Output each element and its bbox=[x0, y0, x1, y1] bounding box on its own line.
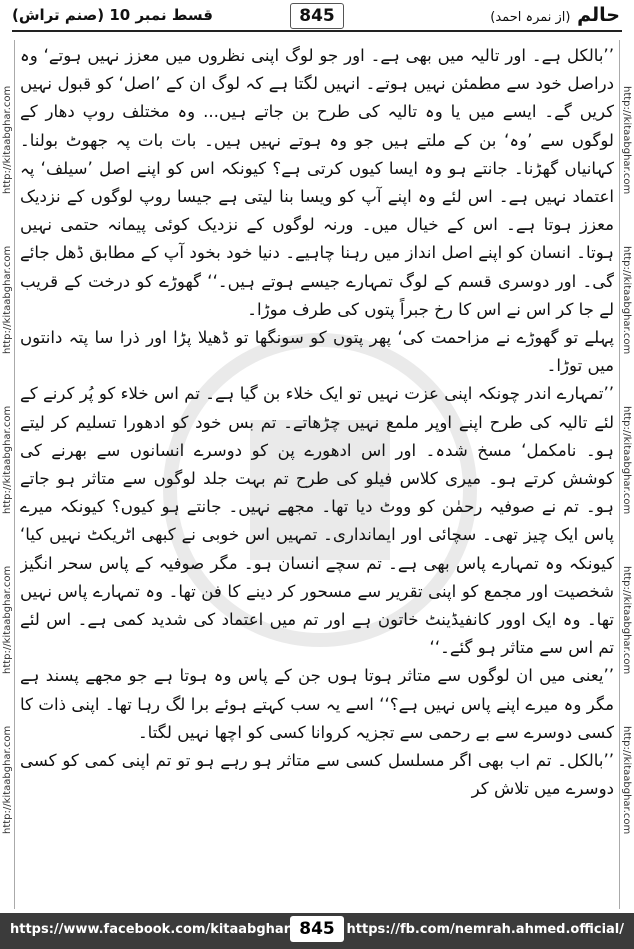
right-margin-url bbox=[621, 60, 632, 860]
story-text bbox=[20, 42, 614, 904]
episode-label bbox=[12, 6, 213, 24]
paragraph: ’’یعنی میں ان لوگوں سے متاثر ہوتا ہوں جن کے پاس وہ ہوتا ہے جو مجھے پسند ہے مگر وہ میرے اپنے پاس نہیں ہے؟‘‘ اسے یہ سب کہتے ہوئے برا لگ رہا تھا۔ اپنی ذات کا کسی دوسرے سے بے رحمی سے تجزیہ کروانا کسی کو اچھا نہیں لگتا۔ bbox=[20, 666, 614, 742]
header-divider bbox=[12, 30, 622, 32]
side-url-text: http://kitaabghar.com bbox=[2, 245, 13, 355]
section-text: (صنم تراش) bbox=[12, 6, 105, 24]
paragraph: ’’بالکل۔ تم اب بھی اگر مسلسل کسی سے متاثر ہو رہے ہو تو تم اپنی کمی کو کسی دوسرے میں تلاش کر bbox=[20, 751, 614, 799]
facebook-link[interactable]: https://www.facebook.com/kitaabghar bbox=[10, 922, 291, 937]
header-page-number: 845 bbox=[290, 3, 344, 29]
footer-page-number: 845 bbox=[290, 916, 344, 942]
episode-text: قسط نمبر 10 bbox=[109, 6, 213, 24]
page-header bbox=[0, 0, 634, 34]
side-url-text: http://kitaabghar.com bbox=[621, 245, 632, 355]
left-margin-url bbox=[2, 60, 13, 860]
paragraph: پہلے تو گھوڑے نے مزاحمت کی‘ پھر پتوں کو سونگھا تو ڈھیلا پڑا اور ذرا سا پتہ دانتوں میں توڑا۔ bbox=[20, 328, 614, 376]
page-footer bbox=[0, 913, 634, 949]
author-text: (از نمرہ احمد) bbox=[490, 10, 571, 25]
author-facebook-link[interactable]: https://fb.com/nemrah.ahmed.official/ bbox=[346, 922, 624, 937]
paragraph: ’’بالکل ہے۔ اور تالیہ میں بھی ہے۔ اور جو لوگ اپنی نظروں میں معزز نہیں ہوتے‘ وہ دراصل خود سے مطمئن نہیں ہوتے۔ انہیں لگتا ہے کہ لوگ ان کے ’اصل‘ کو قبول نہیں کریں گے۔ ایسے میں یا وہ تالیہ کی طرح بن جاتے ہیں... وہ مختلف روپ دھار کے لوگوں سے ’وہ‘ بن کے ملتے ہیں جو وہ ہوتے نہیں ہیں۔ بات بات پہ جھوٹ بولنا۔ کہانیاں گھڑنا۔ جانتے ہو وہ ایسا کیوں کرتی ہے؟ کیونکہ اس کو اپنے اصل ’سیلف‘ پہ اعتماد نہیں ہے۔ اس لئے وہ اپنے آپ کو ویسا بنا لیتی ہے جیسا روپ لوگوں کے نزدیک معزز ہوتا ہے۔ اس کے خیال میں۔ ورنہ لوگوں کے نزدیک کوئی پیمانہ حتمی نہیں ہوتا۔ انسان کو اپنے اصل انداز میں رہنا چاہیے۔ دنیا خود بخود آپ کے مطابق ڈھل جائے گی۔ اور دوسری قسم کے لوگ تمہارے جیسے ہوتے ہیں۔‘‘ گھوڑے کو درخت کے قریب لے جا کر اس نے اس کا رخ جبراً پتوں کی طرف موڑا۔ bbox=[20, 46, 614, 319]
side-url-text: http://kitaabghar.com bbox=[2, 725, 13, 835]
side-url-text: http://kitaabghar.com bbox=[2, 405, 13, 515]
side-url-text: http://kitaabghar.com bbox=[2, 85, 13, 195]
side-url-text: http://kitaabghar.com bbox=[2, 565, 13, 675]
side-url-text: http://kitaabghar.com bbox=[621, 565, 632, 675]
paragraph: ’’تمہارے اندر چونکہ اپنی عزت نہیں تو ایک خلاء بن گیا ہے۔ تم اس خلاء کو پُر کرنے کے لئے تالیہ کی طرح اپنے اوپر ملمع نہیں چڑھاتے۔ تم بس خود کو ادھورا تسلیم کر لیتے ہو۔ نامکمل‘ مسخ شدہ۔ اور اس ادھورے پن کو دوسرے انسانوں سے بھرنے کی کوشش کرتے ہو۔ میری کلاس فیلو کی طرح تم بہت جلد لوگوں سے متاثر ہو جاتے ہو۔ تم نے صوفیہ رحمٰن کو ووٹ دیا تھا۔ مجھے نہیں۔ جانتے ہو کیوں؟ کیونکہ میرے پاس ایک چیز تھی۔ سچائی اور ایمانداری۔ تمہیں اس خوبی نے کبھی اٹریکٹ نہیں کیا‘ کیونکہ وہ تمہارے پاس بھی ہے۔ تم سچے انسان ہو۔ مگر صوفیہ کے پاس سحر انگیز شخصیت اور مجمع کو اپنی تقریر سے مسحور کر دینے کا فن تھا۔ وہ تمہارے پاس نہیں تھا۔ وہ ایک اوور کانفیڈینٹ خاتون ہے اور تم میں اعتماد کی شدید کمی ہے۔ اس لئے تم اس سے متاثر ہو گئے۔‘‘ bbox=[20, 384, 614, 658]
novel-title bbox=[490, 4, 620, 26]
title-text: حالم bbox=[577, 4, 620, 26]
side-url-text: http://kitaabghar.com bbox=[621, 725, 632, 835]
side-url-text: http://kitaabghar.com bbox=[621, 85, 632, 195]
side-url-text: http://kitaabghar.com bbox=[621, 405, 632, 515]
